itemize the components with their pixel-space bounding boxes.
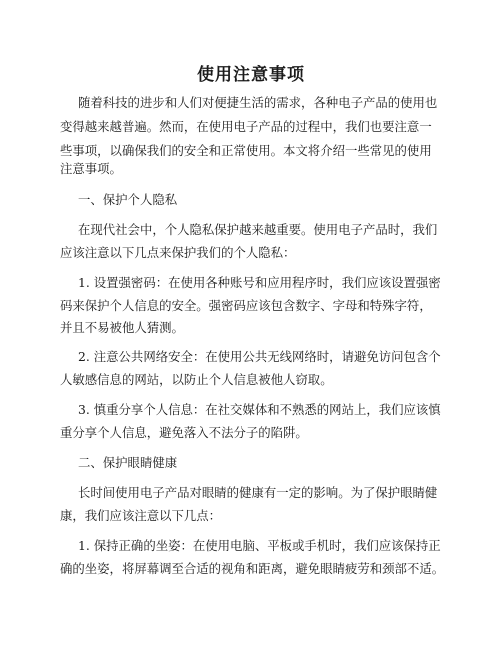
privacy-intro-line-2: 应该注意以下几点来保护我们的个人隐私： (60, 245, 296, 260)
privacy-item-3-line-2: 重分享个人信息，避免落入不法分子的陷阱。 (60, 425, 308, 440)
privacy-item-2-line-1: 2. 注意公共网络安全：在使用公共无线网络时，请避免访问包含个 (78, 349, 441, 364)
eyes-intro-line-2: 康，我们应该注意以下几点： (60, 508, 222, 523)
privacy-item-1-line-1: 1. 设置强密码：在使用各种账号和应用程序时，我们应该设置强密 (78, 275, 441, 290)
section-heading-eyes: 二、保护眼睛健康 (78, 455, 178, 470)
eyes-item-1-line-1: 1. 保持正确的坐姿：在使用电脑、平板或手机时，我们应该保持正 (78, 538, 441, 553)
eyes-item-1-line-2: 确的坐姿，将屏幕调至合适的视角和距离，避免眼睛疲劳和颈部不适。 (60, 561, 445, 576)
intro-line-4: 注意事项。 (60, 161, 122, 176)
eyes-intro-line-1: 长时间使用电子产品对眼睛的健康有一定的影响。为了保护眼睛健 (78, 485, 438, 500)
privacy-intro-line-1: 在现代社会中，个人隐私保护越来越重要。使用电子产品时，我们 (78, 222, 438, 237)
privacy-item-2-line-2: 人敏感信息的网站，以防止个人信息被他人窃取。 (60, 372, 333, 387)
intro-line-2: 变得越来越普遍。然而，在使用电子产品的过程中，我们也要注意一 (60, 119, 432, 134)
intro-line-3: 些事项，以确保我们的安全和正常使用。本文将介绍一些常见的使用 (60, 143, 432, 158)
document-title: 使用注意事项 (197, 65, 305, 85)
section-heading-privacy: 一、保护个人隐私 (78, 192, 178, 207)
privacy-item-1-line-2: 码来保护个人信息的安全。强密码应该包含数字、字母和特殊字符， (60, 298, 432, 313)
privacy-item-3-line-1: 3. 慎重分享个人信息：在社交媒体和不熟悉的网站上，我们应该慎 (78, 402, 441, 417)
intro-line-1: 随着科技的进步和人们对便捷生活的需求，各种电子产品的使用也 (78, 95, 438, 110)
privacy-item-1-line-3: 并且不易被他人猜测。 (60, 320, 184, 335)
